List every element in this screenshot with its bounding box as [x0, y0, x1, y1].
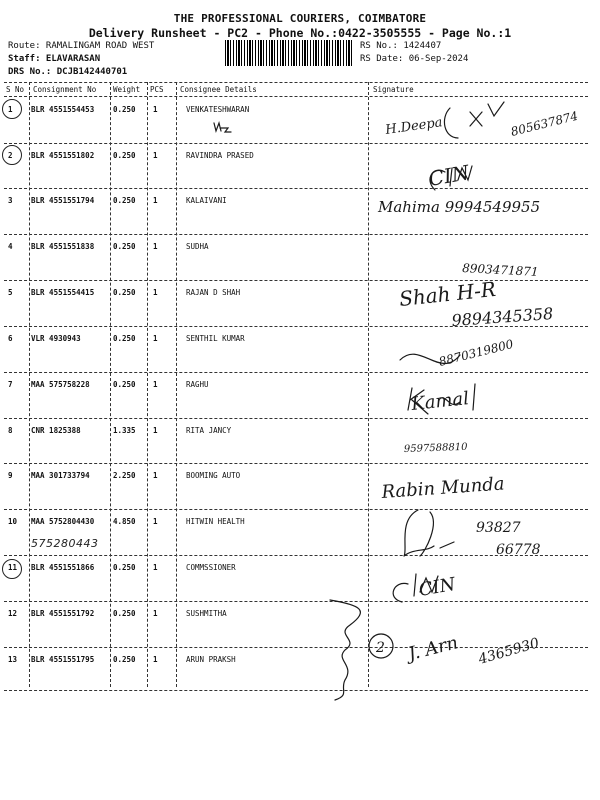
table-row: [0, 280, 600, 326]
sig-phone: 93827: [476, 520, 521, 536]
row-sno: 9: [8, 471, 13, 480]
row-weight: 0.250: [113, 288, 136, 297]
table-row: [0, 555, 600, 601]
row-sno: 10: [8, 517, 18, 526]
runsheet-title: Delivery Runsheet - PC2 - Phone No.:0422-3505555 - Page No.:1: [88, 26, 512, 40]
table-row: [0, 463, 600, 509]
row-consignment: BLR 4551554453: [31, 105, 95, 114]
row-sno: 11: [8, 563, 18, 572]
runsheet-meta-right: [360, 40, 468, 66]
row-sno: 1: [8, 105, 13, 114]
col-header-consignee: Consignee Details: [180, 85, 257, 94]
table-row: [0, 418, 600, 464]
row-consignment: BLR 4551551866: [31, 563, 95, 572]
sig-arn: J. Arn: [406, 632, 461, 665]
route-label: Route: RAMALINGAM ROAD WEST: [8, 41, 155, 51]
sig-phone: 805637874: [509, 108, 580, 139]
row-pcs: 1: [153, 105, 158, 114]
row-consignee: SENTHIL KUMAR: [186, 334, 245, 343]
table-top-rule: [4, 82, 588, 83]
row-consignee: VENKATESHWARAN: [186, 105, 250, 114]
row-sno: 7: [8, 380, 13, 389]
sig-kamal: Kamal: [410, 388, 470, 415]
rs-date: RS Date: 06-Sep-2024: [360, 54, 469, 64]
sig-phone: 8870319800: [437, 336, 515, 369]
sig-phone: 66778: [496, 542, 541, 558]
row-consignee: RITA JANCY: [186, 426, 232, 435]
row-sno: 8: [8, 426, 13, 435]
row-consignment: BLR 4551551802: [31, 151, 95, 160]
circle-number: 2: [376, 640, 385, 656]
row-sno: 5: [8, 288, 13, 297]
row-consignment: MAA 575758228: [31, 380, 90, 389]
row-consignee: RAGHU: [186, 380, 209, 389]
sig-phone: 8903471871: [461, 261, 539, 279]
row-pcs: 1: [153, 196, 158, 205]
row-sno: 13: [8, 655, 18, 664]
staff-label: Staff: ELAVARASAN: [8, 54, 101, 64]
row-pcs: 1: [153, 609, 158, 618]
row-consignee: SUDHA: [186, 242, 209, 251]
col-header-pcs: PCS: [150, 85, 164, 94]
row-pcs: 1: [153, 426, 158, 435]
sig-rabin: Rabin Munda: [380, 473, 506, 503]
table-row: [0, 143, 600, 189]
handwritten-note: 575280443: [31, 537, 99, 550]
sig-phone: 9597588810: [403, 441, 468, 455]
row-pcs: 1: [153, 380, 158, 389]
row-weight: 0.250: [113, 242, 136, 251]
row-consignment: CNR 1825388: [31, 426, 81, 435]
row-sno: 12: [8, 609, 18, 618]
table-row: [0, 647, 600, 693]
row-pcs: 1: [153, 151, 158, 160]
row-rule: [4, 690, 588, 691]
col-header-weight: Weight: [113, 85, 141, 94]
row-consignment: BLR 4551554415: [31, 288, 95, 297]
runsheet-meta-left: [8, 40, 154, 79]
row-consignment: BLR 4551551838: [31, 242, 95, 251]
col-header-consignment: Consignment No: [33, 85, 97, 94]
row-consignment: VLR 4930943: [31, 334, 81, 343]
row-consignee: BOOMING AUTO: [186, 471, 241, 480]
rs-number: RS No.: 1424407: [360, 41, 442, 51]
row-pcs: 1: [153, 242, 158, 251]
row-weight: 4.850: [113, 517, 136, 526]
row-weight: 0.250: [113, 563, 136, 572]
row-consignee: COMMSSIONER: [186, 563, 236, 572]
row-weight: 0.250: [113, 196, 136, 205]
table-row: [0, 326, 600, 372]
sig-phone: 9894345358: [450, 303, 554, 330]
company-name: THE PROFESSIONAL COURIERS, COIMBATORE: [173, 12, 427, 25]
sig-mahima: Mahima 9994549955: [378, 198, 541, 216]
table-row: [0, 188, 600, 234]
row-consignee: ARUN PRAKSH: [186, 655, 236, 664]
row-consignment: BLR 4551551794: [31, 196, 95, 205]
row-consignment: BLR 4551551792: [31, 609, 95, 618]
col-header-sno: S No: [6, 85, 25, 94]
row-weight: 0.250: [113, 151, 136, 160]
sig-cin: CIN: [426, 160, 471, 191]
row-pcs: 1: [153, 517, 158, 526]
row-consignee: RAVINDRA PRASED: [186, 151, 254, 160]
row-weight: 0.250: [113, 609, 136, 618]
drs-number: DRS No.: DCJB142440701: [8, 67, 128, 77]
row-weight: 0.250: [113, 105, 136, 114]
row-weight: 0.250: [113, 380, 136, 389]
table-row: [0, 601, 600, 647]
row-consignee: HITWIN HEALTH: [186, 517, 245, 526]
row-pcs: 1: [153, 334, 158, 343]
row-sno: 6: [8, 334, 13, 343]
row-consignee: SUSHMITHA: [186, 609, 227, 618]
row-sno: 2: [8, 151, 13, 160]
row-pcs: 1: [153, 655, 158, 664]
sig-phone: 4365930: [476, 635, 542, 668]
row-weight: 1.335: [113, 426, 136, 435]
row-pcs: 1: [153, 563, 158, 572]
row-weight: 2.250: [113, 471, 136, 480]
row-weight: 0.250: [113, 334, 136, 343]
table-row: [0, 372, 600, 418]
row-consignment: MAA 5752804430: [31, 517, 95, 526]
row-weight: 0.250: [113, 655, 136, 664]
table-row: [0, 509, 600, 555]
table-row: [0, 234, 600, 280]
row-pcs: 1: [153, 471, 158, 480]
table-row: [0, 97, 600, 143]
sig-shah: Shah H-R: [398, 276, 498, 311]
col-header-signature: Signature: [373, 85, 414, 94]
row-pcs: 1: [153, 288, 158, 297]
row-consignment: BLR 4551551795: [31, 655, 95, 664]
sig-cin: CIN: [417, 573, 457, 601]
barcode-image: [225, 40, 353, 66]
sig-deepa: H.Deepa: [384, 115, 444, 138]
row-sno: 4: [8, 242, 13, 251]
row-consignee: RAJAN D SHAH: [186, 288, 241, 297]
row-consignee: KALAIVANI: [186, 196, 227, 205]
row-consignment: MAA 301733794: [31, 471, 90, 480]
row-sno: 3: [8, 196, 13, 205]
